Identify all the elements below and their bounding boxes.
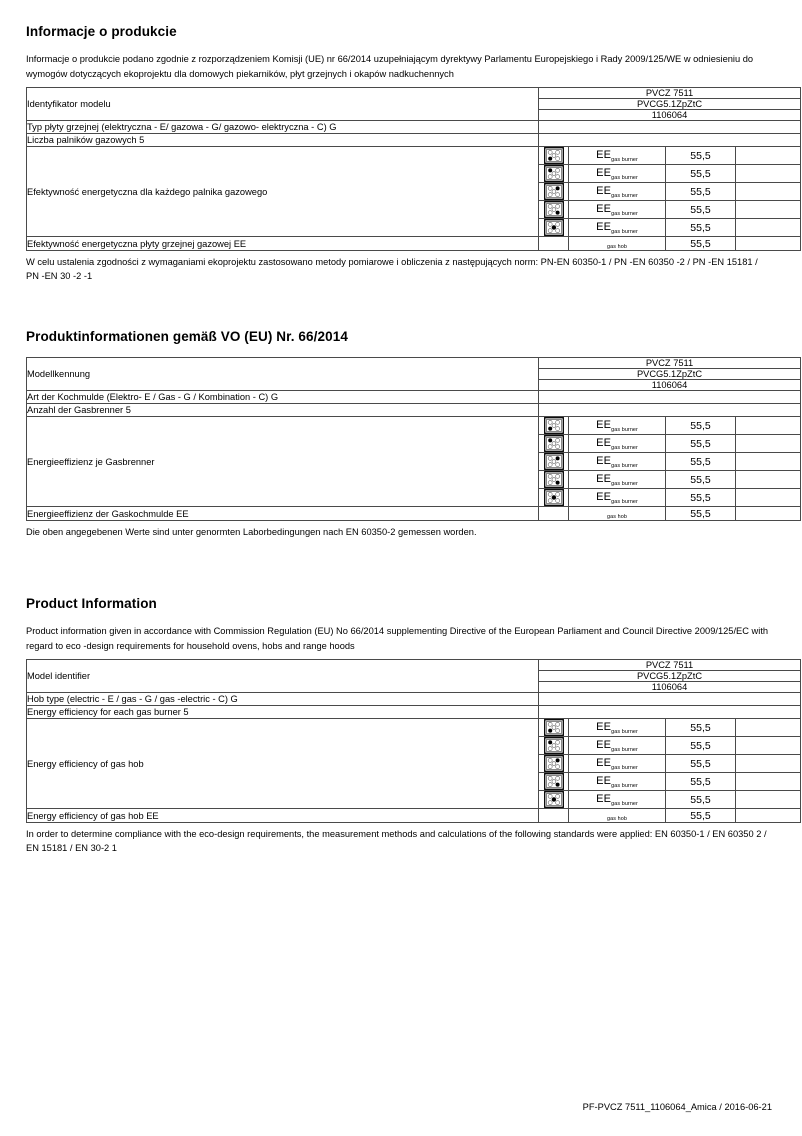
spec-table-de: [26, 357, 801, 521]
ee-symbol: EE: [596, 202, 612, 215]
table-row: [27, 391, 801, 404]
burner-efficiency-value: 55,5: [666, 201, 736, 219]
model-value: PVCZ 7511: [539, 88, 801, 99]
ee-subscript: gas hob: [607, 514, 627, 521]
per-burner-efficiency-label: Efektywność energetyczna dla każdego palnika gazowego: [27, 147, 539, 237]
burner-efficiency-value: 55,5: [666, 737, 736, 755]
document-footer-id: PF-PVCZ 7511_1106064_Amica / 2016-06-21: [582, 1102, 772, 1112]
ee-gas-burner-symbol: [569, 183, 666, 201]
hob-total-efficiency-unit: [736, 809, 801, 823]
ee-symbol: EE: [596, 792, 612, 805]
ee-symbol: EE: [596, 437, 612, 449]
per-burner-efficiency-label: Energieeffizienz je Gasbrenner: [27, 417, 539, 507]
section-title-en: Product Information: [26, 595, 157, 611]
burner-efficiency-value: 55,5: [666, 453, 736, 471]
ee-subscript: gas burner: [611, 498, 638, 505]
hob-burner-top-right-icon: [539, 755, 569, 773]
hob-total-icon-cell: [539, 507, 569, 521]
burner-efficiency-value: 55,5: [666, 489, 736, 507]
section-title-pl: Informacje o produkcie: [26, 24, 177, 39]
burner-efficiency-unit: [736, 471, 801, 489]
model-value: 1106064: [539, 380, 801, 391]
burner-efficiency-unit: [736, 719, 801, 737]
ee-gas-burner-symbol: [569, 791, 666, 809]
ee-symbol: EE: [596, 774, 612, 787]
burner-count-value: [539, 404, 801, 417]
burner-efficiency-value: 55,5: [666, 773, 736, 791]
hob-total-icon-cell: [539, 237, 569, 251]
ee-subscript: gas burner: [611, 800, 638, 807]
ee-gas-burner-symbol: [569, 453, 666, 471]
ee-symbol: EE: [596, 455, 612, 467]
ee-subscript: gas burner: [611, 228, 638, 235]
model-identifier-label: Model identifier: [27, 659, 539, 692]
burner-efficiency-value: 55,5: [666, 183, 736, 201]
burner-efficiency-unit: [736, 417, 801, 435]
hob-burner-center-icon: [539, 791, 569, 809]
burner-efficiency-unit: [736, 219, 801, 237]
ee-subscript: gas burner: [611, 210, 638, 217]
section-pl: [26, 24, 772, 283]
hob-burner-top-right-icon: [539, 183, 569, 201]
table-row: [27, 705, 801, 718]
ee-symbol: EE: [596, 720, 612, 733]
ee-symbol: EE: [596, 491, 612, 503]
hob-burner-bottom-right-icon: [539, 201, 569, 219]
burner-efficiency-unit: [736, 435, 801, 453]
burner-efficiency-unit: [736, 773, 801, 791]
hob-burner-center-icon: [539, 219, 569, 237]
burner-efficiency-unit: [736, 147, 801, 165]
ee-subscript: gas burner: [611, 728, 638, 735]
ee-gas-burner-symbol: [569, 219, 666, 237]
hob-total-efficiency-unit: [736, 507, 801, 521]
ee-gas-burner-symbol: [569, 165, 666, 183]
ee-subscript: gas burner: [611, 156, 638, 163]
section-spacer: [26, 540, 772, 596]
ee-subscript: gas burner: [611, 426, 638, 433]
ee-subscript: gas burner: [611, 174, 638, 181]
burner-efficiency-unit: [736, 489, 801, 507]
hob-burner-top-left-icon: [539, 435, 569, 453]
hob-total-efficiency-label: Energy efficiency of gas hob EE: [27, 809, 539, 823]
ee-gas-burner-symbol: [569, 737, 666, 755]
ee-subscript: gas burner: [611, 192, 638, 199]
ee-symbol: EE: [596, 184, 612, 197]
ee-gas-hob-symbol: [569, 507, 666, 521]
spec-table-pl: [26, 87, 801, 251]
hob-type-label: Hob type (electric - E / gas - G / gas -electric - C) G: [27, 692, 539, 705]
section-intro-pl: Informacje o produkcie podano zgodnie z rozporządzeniem Komisji (UE) nr 66/2014 uzupełniającym dyrektywy Parlamentu Europejskiego i Rady 2009/125/WE w odniesieniu do wymogów dotyczących ekoprojektu dla domowych piekarników, płyt grzejnych i okapów nadkuchennych: [26, 54, 754, 79]
table-row: [27, 809, 801, 823]
ee-symbol: EE: [596, 220, 612, 233]
hob-burner-bottom-right-icon: [539, 773, 569, 791]
table-row: [27, 121, 801, 134]
ee-symbol: EE: [596, 166, 612, 179]
hob-burner-top-right-icon: [539, 453, 569, 471]
hob-total-efficiency-value: 55,5: [666, 237, 736, 251]
ee-subscript: gas hob: [607, 244, 627, 251]
hob-burner-bottom-left-icon: [539, 147, 569, 165]
burner-efficiency-value: 55,5: [666, 755, 736, 773]
burner-efficiency-unit: [736, 201, 801, 219]
spec-table-en: [26, 659, 801, 823]
hob-burner-bottom-left-icon: [539, 417, 569, 435]
section-en: [26, 596, 772, 855]
ee-gas-burner-symbol: [569, 773, 666, 791]
ee-gas-burner-symbol: [569, 489, 666, 507]
hob-total-icon-cell: [539, 809, 569, 823]
burner-efficiency-value: 55,5: [666, 471, 736, 489]
burner-efficiency-unit: [736, 453, 801, 471]
ee-subscript: gas burner: [611, 782, 638, 789]
burner-count-value: [539, 705, 801, 718]
ee-gas-burner-symbol: [569, 471, 666, 489]
model-identifier-label: Modellkennung: [27, 358, 539, 391]
table-row: [27, 88, 801, 99]
burner-count-label: Liczba palników gazowych 5: [27, 134, 539, 147]
hob-burner-top-left-icon: [539, 165, 569, 183]
section-spacer: [26, 283, 772, 329]
model-value: PVCG5.1ZpZtC: [539, 99, 801, 110]
hob-burner-bottom-left-icon: [539, 719, 569, 737]
section-note-en: In order to determine compliance with the eco-design requirements, the measurement methods and calculations of the following standards were applied: EN 60350-1 / EN 60350 2 / EN 15181 / EN 30-2 1: [26, 829, 767, 853]
table-row: [27, 417, 801, 435]
hob-burner-top-left-icon: [539, 737, 569, 755]
table-row: [27, 404, 801, 417]
model-value: PVCG5.1ZpZtC: [539, 670, 801, 681]
burner-efficiency-value: 55,5: [666, 417, 736, 435]
ee-symbol: EE: [596, 419, 612, 431]
ee-gas-hob-symbol: [569, 237, 666, 251]
table-row: [27, 507, 801, 521]
burner-count-label: Anzahl der Gasbrenner 5: [27, 404, 539, 417]
table-row: [27, 719, 801, 737]
burner-efficiency-value: 55,5: [666, 147, 736, 165]
table-row: [27, 134, 801, 147]
ee-gas-burner-symbol: [569, 435, 666, 453]
ee-gas-burner-symbol: [569, 147, 666, 165]
hob-burner-bottom-right-icon: [539, 471, 569, 489]
hob-type-label: Typ płyty grzejnej (elektryczna - E/ gazowa - G/ gazowo- elektryczna - C) G: [27, 121, 539, 134]
ee-gas-burner-symbol: [569, 417, 666, 435]
model-value: PVCG5.1ZpZtC: [539, 369, 801, 380]
burner-efficiency-value: 55,5: [666, 791, 736, 809]
model-value: 1106064: [539, 681, 801, 692]
ee-symbol: EE: [596, 473, 612, 485]
burner-efficiency-value: 55,5: [666, 719, 736, 737]
burner-efficiency-value: 55,5: [666, 165, 736, 183]
ee-subscript: gas burner: [611, 746, 638, 753]
ee-subscript: gas burner: [611, 764, 638, 771]
burner-efficiency-value: 55,5: [666, 219, 736, 237]
section-title-de: Produktinformationen gemäß VO (EU) Nr. 66/2014: [26, 329, 348, 345]
hob-burner-center-icon: [539, 489, 569, 507]
per-burner-efficiency-label: Energy efficiency of gas hob: [27, 719, 539, 809]
table-row: [27, 692, 801, 705]
hob-type-value: [539, 121, 801, 134]
ee-subscript: gas burner: [611, 480, 638, 487]
hob-type-value: [539, 391, 801, 404]
table-row: [27, 237, 801, 251]
section-note-pl: W celu ustalenia zgodności z wymaganiami ekoprojektu zastosowano metody pomiarowe i obliczenia z następujących norm: PN-EN 60350-1 / PN -EN 60350 -2 / PN -EN 15181 / PN -EN 30 -2 -1: [26, 257, 758, 281]
ee-symbol: EE: [596, 756, 612, 769]
burner-efficiency-value: 55,5: [666, 435, 736, 453]
burner-efficiency-unit: [736, 183, 801, 201]
ee-gas-burner-symbol: [569, 201, 666, 219]
hob-type-label: Art der Kochmulde (Elektro- E / Gas - G / Kombination - C) G: [27, 391, 539, 404]
model-value: 1106064: [539, 110, 801, 121]
ee-gas-burner-symbol: [569, 719, 666, 737]
hob-total-efficiency-label: Energieeffizienz der Gaskochmulde EE: [27, 507, 539, 521]
ee-symbol: EE: [596, 738, 612, 751]
ee-subscript: gas burner: [611, 444, 638, 451]
burner-efficiency-unit: [736, 737, 801, 755]
table-row: [27, 147, 801, 165]
burner-efficiency-unit: [736, 791, 801, 809]
ee-subscript: gas burner: [611, 462, 638, 469]
burner-count-value: [539, 134, 801, 147]
model-value: PVCZ 7511: [539, 358, 801, 369]
hob-total-efficiency-unit: [736, 237, 801, 251]
hob-total-efficiency-value: 55,5: [666, 809, 736, 823]
section-note-de: Die oben angegebenen Werte sind unter genormten Laborbedingungen nach EN 60350-2 gemessen worden.: [26, 527, 477, 538]
ee-gas-burner-symbol: [569, 755, 666, 773]
hob-total-efficiency-value: 55,5: [666, 507, 736, 521]
ee-symbol: EE: [596, 148, 612, 161]
model-value: PVCZ 7511: [539, 659, 801, 670]
table-row: [27, 659, 801, 670]
section-intro-en: Product information given in accordance with Commission Regulation (EU) No 66/2014 supplementing Directive of the European Parliament and Council Directive 2009/125/EC with regard to eco -design requirements for household ovens, hobs and range hoods: [26, 626, 769, 651]
hob-total-efficiency-label: Efektywność energetyczna płyty grzejnej gazowej EE: [27, 237, 539, 251]
burner-efficiency-unit: [736, 755, 801, 773]
burner-count-label: Energy efficiency for each gas burner 5: [27, 705, 539, 718]
ee-subscript: gas hob: [607, 816, 627, 823]
table-row: [27, 358, 801, 369]
hob-type-value: [539, 692, 801, 705]
burner-efficiency-unit: [736, 165, 801, 183]
model-identifier-label: Identyfikator modelu: [27, 88, 539, 121]
ee-gas-hob-symbol: [569, 809, 666, 823]
section-de: [26, 329, 772, 540]
